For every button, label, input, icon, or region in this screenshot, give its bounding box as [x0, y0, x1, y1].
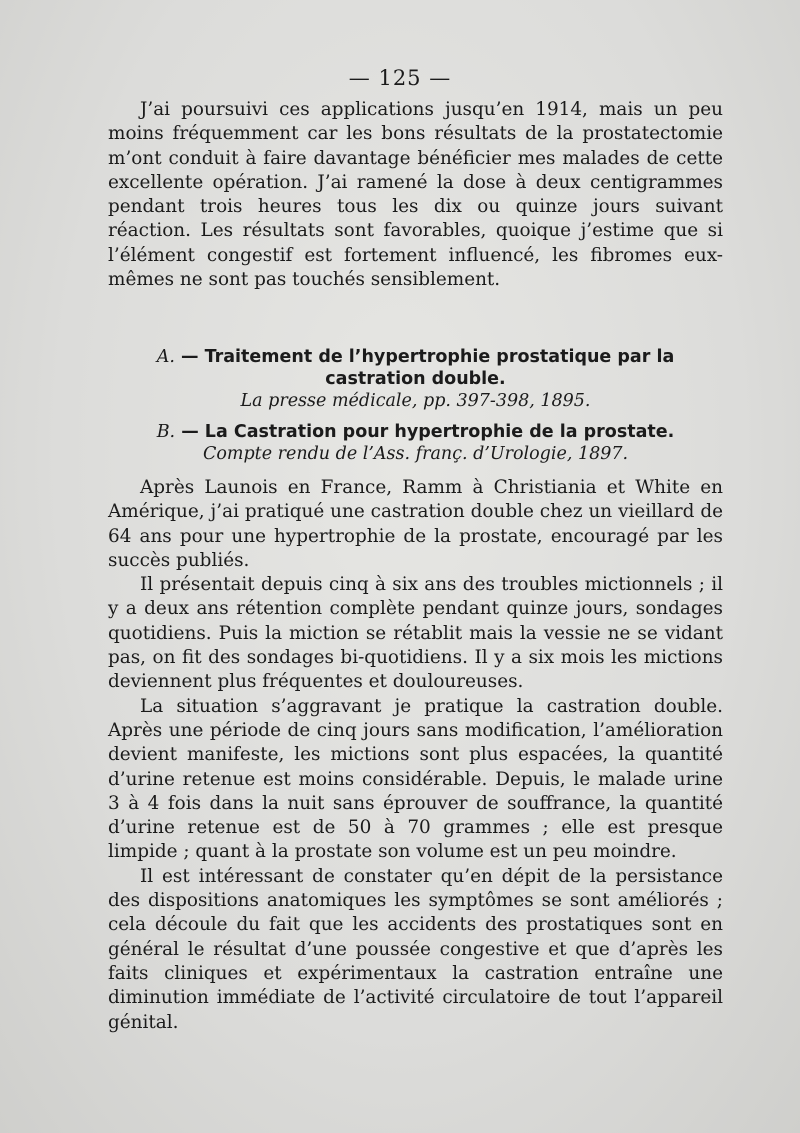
references [108, 346, 723, 474]
reference-title-text: — La Castration pour hypertrophie de la prostate. [175, 422, 675, 442]
reference-source: La presse médicale, pp. 397-398, 1895. [240, 391, 591, 411]
reference-title-text: — Traitement de l’hypertrophie prostatique par la castration double. [174, 347, 675, 389]
reference-title [108, 346, 723, 390]
paragraph: Après Launois en France, Ramm à Christiania et White en Amérique, j’ai pratiqué une castration double chez un vieillard de 64 ans pour une hypertrophie de la prostate, encouragé par les succès publiés. [108, 477, 723, 571]
intro-block [108, 98, 723, 292]
paragraph: La situation s’aggravant je pratique la castration double. Après une période de cinq jours sans modification, l’amélioration devient manifeste, les mictions sont plus espacées, la quantité d’urine retenue est moins considérable. Depuis, le malade urine 3 à 4 fois dans la nuit sans éprouver de souffrance, la quantité d’urine retenue est de 50 à 70 grammes ; elle est presque limpide ; quant à la prostate son volume est un peu moindre. [108, 695, 723, 863]
reference-label: A. [156, 347, 175, 367]
reference-source: Compte rendu de l’Ass. franç. d’Urologie, 1897. [202, 444, 629, 464]
paragraph: Il présentait depuis cinq à six ans des troubles mictionnels ; il y a deux ans rétention complète pendant quinze jours, sondages quotidiens. Puis la miction se rétablit mais la vessie ne se vidant pas, on fit des sondages bi-quotidiens. Il y a six mois les mictions deviennent plus fréquentes et douloureuses. [108, 574, 723, 693]
reference-b [108, 421, 723, 465]
reference-title [108, 421, 723, 443]
page-number: — 125 — [348, 66, 452, 90]
reference-label: B. [156, 422, 176, 442]
intro-paragraph: J’ai poursuivi ces applications jusqu’en 1914, mais un peu moins fréquemment car les bons résultats de la prostatectomie m’ont conduit à faire davantage bénéficier mes malades de cette excellente opération. J’ai ramené la dose à deux centigrammes pendant trois heures tous les dix ou quinze jours suivant réaction. Les résultats sont favorables, quoique j’estime que si l’élément congestif est fortement influencé, les fibromes eux-mêmes ne sont pas touchés sensiblement. [108, 99, 723, 291]
main-text [108, 476, 723, 1035]
paragraph: Il est intéressant de constater qu’en dépit de la persistance des dispositions anatomiques les symptômes se sont améliorés ; cela découle du fait que les accidents des prostatiques sont en général le résultat d’une poussée congestive et que d’après les faits cliniques et expérimentaux la castration entraîne une diminution immédiate de l’activité circulatoire de tout l’appareil génital. [108, 865, 723, 1033]
reference-a [108, 346, 723, 412]
